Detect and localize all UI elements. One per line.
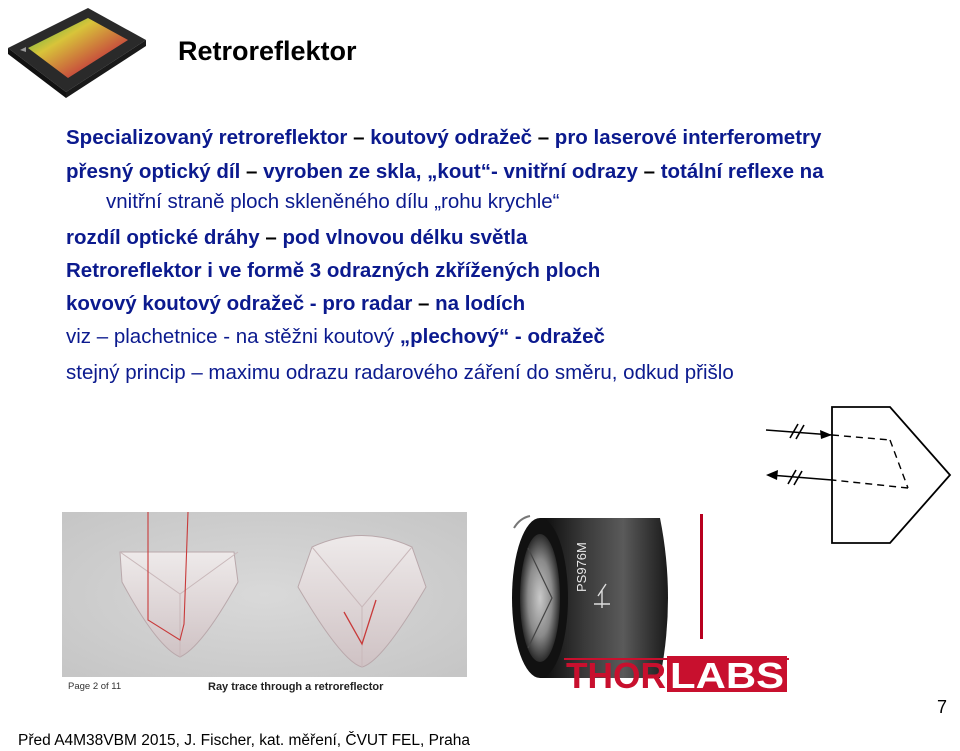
text-line-7 bbox=[66, 325, 605, 349]
sensor-chip-logo bbox=[0, 0, 150, 100]
text-line-3 bbox=[106, 190, 560, 214]
text-segment: na lodích bbox=[429, 292, 526, 315]
text-segment: – bbox=[246, 160, 258, 183]
thorlabs-logo-thor: THOR bbox=[566, 655, 666, 692]
text-segment: Specializovaný retroreflektor bbox=[66, 126, 354, 149]
figure-caption: Ray trace through a retroreflector bbox=[208, 681, 384, 693]
text-segment: přesný optický díl bbox=[66, 160, 246, 183]
text-segment: rozdíl optické dráhy bbox=[66, 226, 266, 249]
text-segment: – bbox=[353, 126, 365, 149]
slide-title: Retroreflektor bbox=[178, 36, 357, 66]
text-segment: kovový koutový odražeč - pro radar bbox=[66, 292, 419, 315]
slide-footer: Před A4M38VBM 2015, J. Fischer, kat. měření, ČVUT FEL, Praha bbox=[18, 732, 470, 749]
text-segment: „plechový“ - odražeč bbox=[399, 325, 605, 348]
text-line-1 bbox=[66, 126, 821, 150]
text-segment: koutový odražeč bbox=[364, 126, 538, 149]
text-segment: stejný princip – maximu odrazu radarového záření do směru, odkud přišlo bbox=[66, 361, 734, 384]
text-segment: – bbox=[537, 126, 550, 149]
text-segment: – bbox=[643, 160, 655, 183]
text-line-2 bbox=[66, 160, 824, 184]
text-segment: pod vlnovou délku světla bbox=[276, 226, 528, 249]
text-line-8 bbox=[66, 361, 734, 385]
part-number-label: PS976M bbox=[574, 542, 589, 592]
text-segment: totální reflexe na bbox=[655, 160, 824, 183]
text-segment: – bbox=[265, 226, 277, 249]
thorlabs-logo-labs: LABS bbox=[670, 655, 784, 692]
text-segment: – bbox=[418, 292, 430, 315]
page-number: 7 bbox=[937, 697, 948, 717]
page-label: Page 2 of 11 bbox=[68, 681, 122, 692]
text-line-5 bbox=[66, 259, 600, 283]
retroreflector-diagram bbox=[760, 400, 960, 550]
red-divider-line bbox=[700, 514, 703, 639]
text-line-6 bbox=[66, 292, 525, 316]
text-line-4 bbox=[66, 226, 527, 250]
ray-trace-illustration bbox=[62, 512, 467, 697]
text-segment: vnitřní straně ploch skleněného dílu „rohu krychle“ bbox=[106, 190, 560, 213]
thorlabs-logo bbox=[564, 652, 789, 692]
text-segment: viz – plachetnice - na stěžni koutový bbox=[66, 325, 400, 348]
text-segment: Retroreflektor i ve formě 3 odrazných zkřížených ploch bbox=[66, 259, 601, 282]
text-segment: pro laserové interferometry bbox=[549, 126, 822, 149]
text-segment: vyroben ze skla, „kout“- vnitřní odrazy bbox=[257, 160, 644, 183]
